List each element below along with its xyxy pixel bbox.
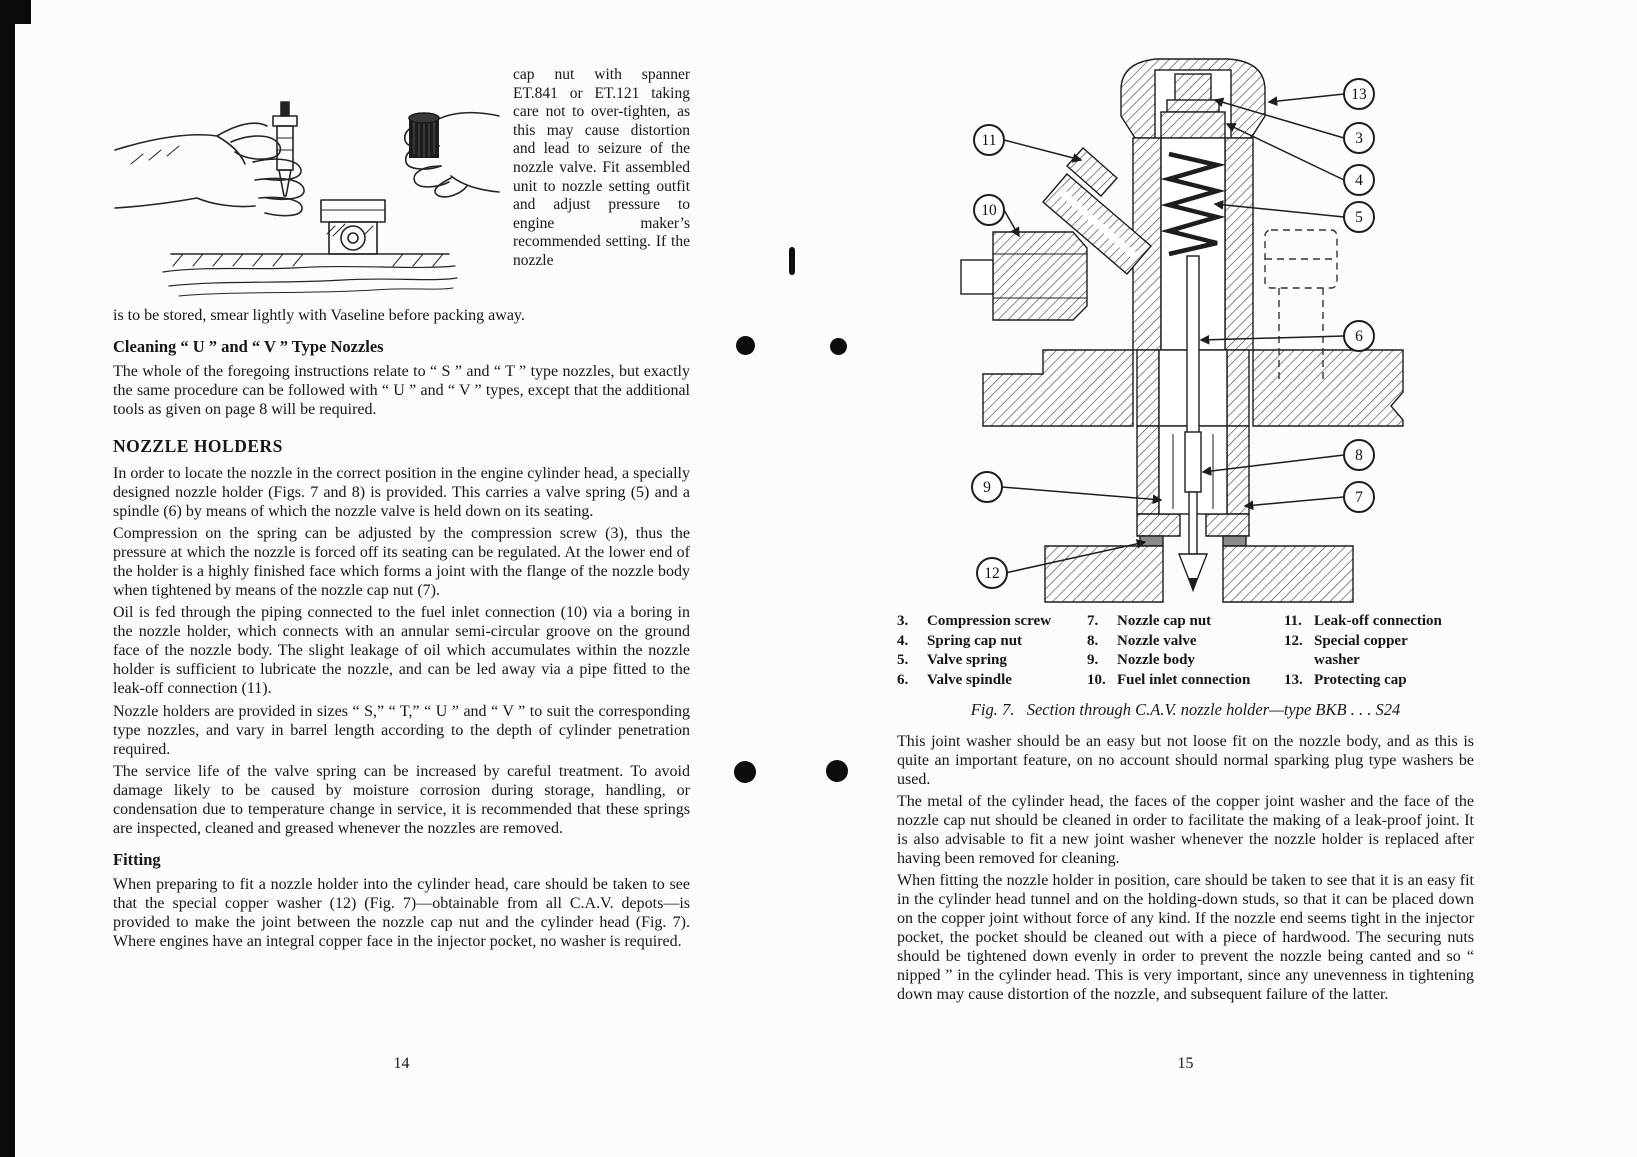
cylinder-head-left bbox=[983, 350, 1133, 426]
paragraph: When preparing to fit a nozzle holder into the cylinder head, care should be taken to see that the special copper washer (12) (Fig. 7)—obtainable from all C.A.V. depots—is provided to make the joint between the nozzle cap nut and the cylinder head (Fig. 7). Where engines have an integral copper face in the injector pocket, no washer is required. bbox=[113, 875, 690, 950]
page-number: 15 bbox=[1177, 1055, 1194, 1072]
callout-9 bbox=[972, 472, 1002, 502]
binding-dot bbox=[734, 761, 756, 783]
callout-4 bbox=[1344, 165, 1374, 195]
legend-item: 5. Valve spring bbox=[897, 652, 1007, 668]
callout-8 bbox=[1344, 440, 1374, 470]
page-15 bbox=[897, 40, 1474, 1115]
nozzle-valve bbox=[1185, 432, 1201, 492]
legend-item: 11. Leak-off connection bbox=[1284, 613, 1442, 629]
nozzle-cap-nut-right bbox=[1227, 426, 1249, 514]
legend-item: 12. Special copper washer bbox=[1284, 632, 1408, 668]
svg-text:7: 7 bbox=[1355, 489, 1363, 506]
svg-text:11: 11 bbox=[981, 132, 997, 149]
legend-item: 9. Nozzle body bbox=[1087, 652, 1195, 668]
paragraph: This joint washer should be an easy but not loose fit on the nozzle body, and as this is quite an important feature, on no account should normal sparking plug type washers be used. bbox=[897, 733, 1474, 789]
heading-fitting: Fitting bbox=[113, 849, 161, 869]
binding-dash bbox=[789, 247, 795, 275]
heading-cleaning-uv: Cleaning “ U ” and “ V ” Type Nozzles bbox=[113, 337, 384, 357]
heading-nozzle-holders: NOZZLE HOLDERS bbox=[113, 436, 283, 457]
binding-dot bbox=[830, 338, 847, 355]
legend-item: 7. Nozzle cap nut bbox=[1087, 613, 1212, 629]
paragraph: The service life of the valve spring can be increased by careful treatment. To avoid damage likely to be caused by moisture corrosion during storage, handling, or condensation due to temperature change in service, it is recommended that these springs are inspected, cleaned and greased whenever the nozzles are removed. bbox=[113, 762, 690, 837]
svg-text:13: 13 bbox=[1351, 86, 1367, 103]
workbench bbox=[163, 200, 457, 296]
callout-5 bbox=[1344, 202, 1374, 232]
figure-legend bbox=[897, 612, 1474, 690]
svg-text:3: 3 bbox=[1355, 130, 1363, 147]
nozzle-holder-section-diagram bbox=[897, 54, 1474, 606]
callout-7 bbox=[1344, 482, 1374, 512]
cylinder-head-right bbox=[1253, 350, 1403, 426]
lower-head-left bbox=[1045, 546, 1163, 602]
legend-column-1 bbox=[897, 612, 1087, 690]
svg-text:8: 8 bbox=[1355, 447, 1363, 464]
paragraph: When fitting the nozzle holder in position, care should be taken to see that it is an easy fit in the cylinder head tunnel and on the holding-down studs, so that it can be placed down on the copper joint without force of any kind. If the nozzle end seems tight in the injector pocket, the pocket should be cleaned out with a piece of hardwood. The securing nuts should be tightened down evenly in order to prevent the nozzle being canted and so “ nipped ” in the cylinder head. This is very important, since any unevenness in tightening down may cause distortion of the nozzle, and subsequent failure of the latter. bbox=[897, 872, 1474, 1004]
holder-body-right-wall bbox=[1225, 138, 1253, 350]
intro-runover: is to be stored, smear lightly with Vaseline before packing away. bbox=[113, 307, 525, 324]
nozzle-cap-nut-left bbox=[1137, 426, 1159, 514]
left-hand bbox=[115, 123, 304, 215]
scan-corner-mark bbox=[15, 0, 31, 24]
paragraph: The metal of the cylinder head, the faces of the copper joint washer and the face of the nozzle cap nut should be cleaned in order to facilitate the making of a leak-proof joint. It is also advisable to fit a new joint washer whenever the nozzle holder is replaced after having been removed for cleaning. bbox=[897, 793, 1474, 868]
legend-item: 13. Protecting cap bbox=[1284, 671, 1407, 688]
paragraph: In order to locate the nozzle in the correct position in the engine cylinder head, a specially designed nozzle holder (Figs. 7 and 8) is provided. This carries a valve spring (5) and a spindle (6) by means of which the nozzle valve is held down on its seating. bbox=[113, 465, 690, 521]
legend-item: 8. Nozzle valve bbox=[1087, 632, 1197, 649]
figure-caption: Fig. 7. Section through C.A.V. nozzle holder—type BKB . . . S24 bbox=[970, 700, 1401, 719]
svg-text:6: 6 bbox=[1355, 328, 1363, 345]
copper-washer-left bbox=[1140, 536, 1163, 546]
binding-dot bbox=[736, 336, 755, 355]
paragraph: Oil is fed through the piping connected to the fuel inlet connection (10) via a boring in the nozzle holder, which connects with an annular semi-circular groove on the ground face of the nozzle body. The slight leakage of oil which accumulates within the nozzle holder is sufficient to lubricate the nozzle, and can be led away via a pipe fitted to the leak-off connection (11). bbox=[113, 604, 690, 698]
legend-item: 4. Spring cap nut bbox=[897, 632, 1023, 649]
paragraph: The whole of the foregoing instructions relate to “ S ” and “ T ” type nozzles, but exactly the same procedure can be followed with “ U ” and “ V ” types, except that the additional tools as given on page 8 will be required. bbox=[113, 363, 690, 419]
svg-text:9: 9 bbox=[983, 479, 991, 496]
intro-section bbox=[113, 58, 690, 300]
scan-edge-strip bbox=[0, 0, 15, 1157]
intro-column-text: cap nut with spanner ET.841 or ET.121 taking care not to over-tighten, as this may cause distortion and lead to seizure of the nozzle valve. Fit assembled unit to nozzle setting outfit and adjust pressure to engine maker’s recommended setting. If the nozzle bbox=[513, 66, 690, 269]
callout-3 bbox=[1344, 123, 1374, 153]
held-nozzle bbox=[273, 102, 297, 196]
fuel-inlet-connection bbox=[993, 232, 1087, 320]
page-number: 14 bbox=[393, 1055, 410, 1072]
binding-dot bbox=[826, 760, 848, 782]
hands-assembly-illustration bbox=[113, 58, 501, 300]
bench-nozzle-body bbox=[321, 200, 385, 254]
svg-text:12: 12 bbox=[984, 565, 1000, 582]
legend-item: 6. Valve spindle bbox=[897, 671, 1012, 688]
paragraph: Nozzle holders are provided in sizes “ S,” “ T,” “ U ” and “ V ” to suit the corresponding type nozzles, and vary in barrel length according to the depth of cylinder penetration required. bbox=[113, 702, 690, 758]
valve-spindle bbox=[1187, 256, 1199, 438]
legend-column-3 bbox=[1284, 612, 1456, 690]
callout-10 bbox=[974, 195, 1004, 225]
svg-text:5: 5 bbox=[1355, 209, 1363, 226]
callout-12 bbox=[977, 558, 1007, 588]
lower-head-right bbox=[1223, 546, 1353, 602]
cap-nut-part bbox=[409, 113, 439, 158]
copper-washer-right bbox=[1223, 536, 1246, 546]
callout-6 bbox=[1344, 321, 1374, 351]
figure-7 bbox=[897, 54, 1474, 720]
page-14 bbox=[113, 40, 690, 1115]
legend-column-2 bbox=[1087, 612, 1284, 690]
legend-item: 3. Compression screw bbox=[897, 613, 1052, 629]
hands-illustration-svg bbox=[113, 58, 501, 300]
svg-text:10: 10 bbox=[981, 202, 997, 219]
svg-text:4: 4 bbox=[1355, 172, 1363, 189]
paragraph: Compression on the spring can be adjusted by the compression screw (3), thus the pressure at which the nozzle is forced off its seating can be regulated. At the lower end of the holder is a highly finished face which forms a joint with the flange of the nozzle body when tightened by means of the nozzle cap nut (7). bbox=[113, 525, 690, 600]
callout-11 bbox=[974, 125, 1004, 155]
spring-cap-nut bbox=[1161, 112, 1225, 138]
legend-item: 10. Fuel inlet connection bbox=[1087, 671, 1251, 688]
callout-13 bbox=[1344, 79, 1374, 109]
